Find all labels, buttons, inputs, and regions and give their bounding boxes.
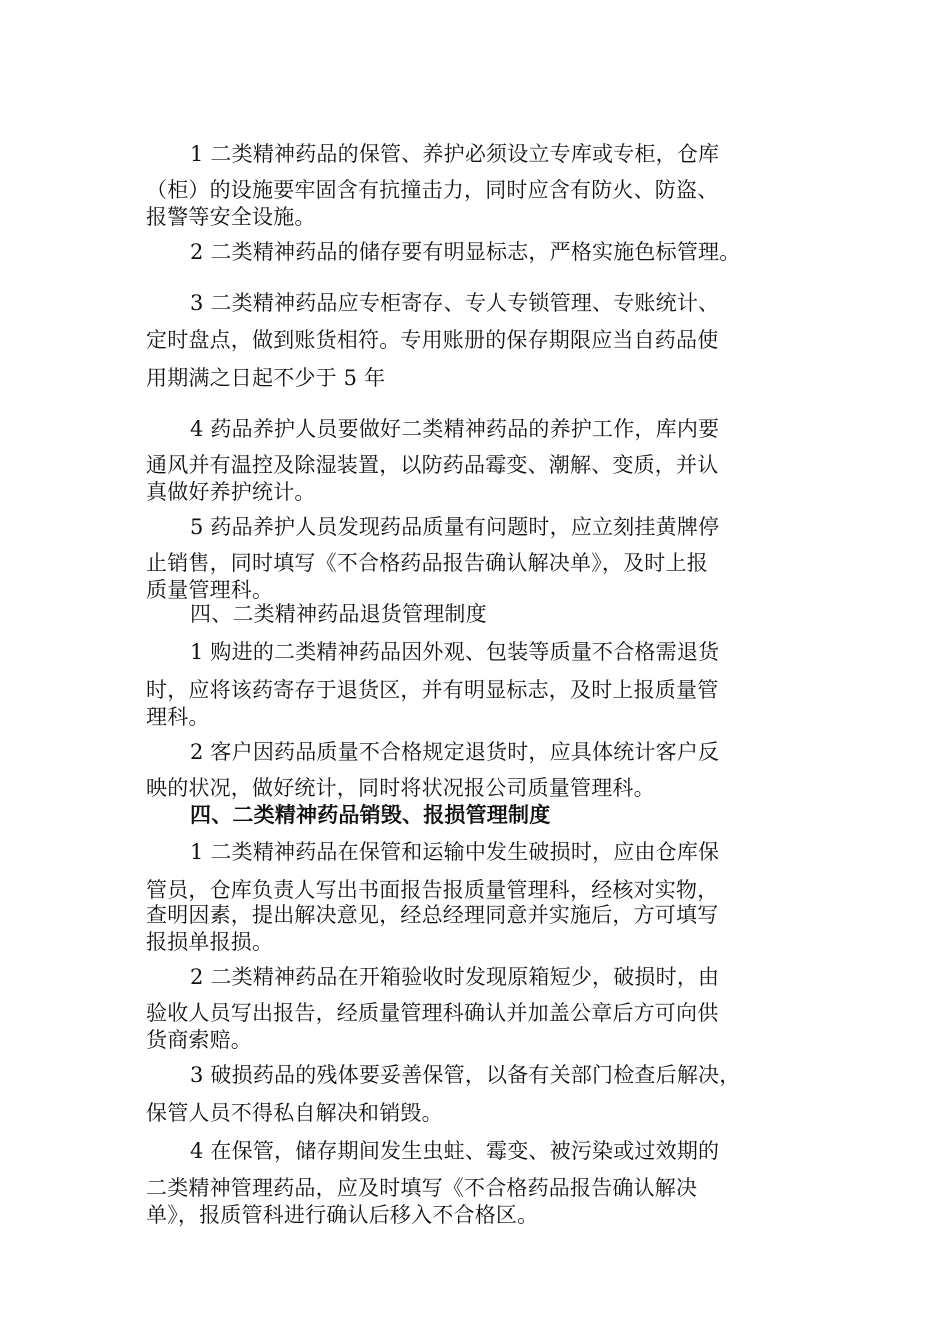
paragraph-line: 质量管理科。 [146,578,274,602]
paragraph-line: 1 二类精神药品在保管和运输中发生破损时，应由仓库保 [190,840,720,864]
paragraph-line: 时，应将该药寄存于退货区，并有明显标志，及时上报质量管 [146,678,719,702]
paragraph-line: 货商索赔。 [146,1028,252,1052]
paragraph-line: 报损单报损。 [146,930,274,954]
paragraph-line: 二类精神管理药品，应及时填写《不合格药品报告确认解决 [146,1176,698,1200]
paragraph-line: 5 药品养护人员发现药品质量有问题时，应立刻挂黄牌停 [190,515,720,539]
paragraph-line: 2 二类精神药品的储存要有明显标志，严格实施色标管理。 [190,240,741,264]
paragraph-line: 验收人员写出报告，经质量管理科确认并加盖公章后方可向供 [146,1001,719,1025]
paragraph-line: 2 客户因药品质量不合格规定退货时，应具体统计客户反 [190,740,720,764]
paragraph-line: 用期满之日起不少于 5 年 [146,366,386,390]
paragraph-line: 映的状况，做好统计，同时将状况报公司质量管理科。 [146,776,655,800]
paragraph-line: 定时盘点，做到账货相符。专用账册的保存期限应当自药品使 [146,328,719,352]
paragraph-line: 4 药品养护人员要做好二类精神药品的养护工作，库内要 [190,417,720,441]
paragraph-line: （柜）的设施要牢固含有抗撞击力，同时应含有防火、防盗、 [146,178,719,202]
paragraph-line: 保管人员不得私自解决和销毁。 [146,1101,443,1125]
paragraph-line: 管员，仓库负责人写出书面报告报质量管理科，经核对实物， [146,878,719,902]
paragraph-line: 通风并有温控及除湿装置，以防药品霉变、潮解、变质，并认 [146,453,719,477]
paragraph-line: 止销售，同时填写《不合格药品报告确认解决单》，及时上报 [146,551,708,575]
section-heading: 四、二类精神药品销毁、报损管理制度 [190,802,551,827]
paragraph-line: 3 二类精神药品应专柜寄存、专人专锁管理、专账统计、 [190,291,720,315]
paragraph-line: 真做好养护统计。 [146,480,316,504]
paragraph-line: 4 在保管，储存期间发生虫蛀、霉变、被污染或过效期的 [190,1139,720,1163]
paragraph-line: 查明因素，提出解决意见，经总经理同意并实施后，方可填写 [146,903,719,927]
paragraph-line: 报警等安全设施。 [146,205,316,229]
paragraph-line: 3 破损药品的残体要妥善保管，以备有关部门检查后解决， [190,1063,741,1087]
paragraph-line: 单》，报质管科进行确认后移入不合格区。 [146,1203,539,1227]
paragraph-line: 1 二类精神药品的保管、养护必须设立专库或专柜，仓库 [190,142,720,166]
paragraph-line: 理科。 [146,705,210,729]
paragraph-line: 2 二类精神药品在开箱验收时发现原箱短少，破损时，由 [190,965,720,989]
paragraph-line: 1 购进的二类精神药品因外观、包装等质量不合格需退货 [190,640,720,664]
section-heading: 四、二类精神药品退货管理制度 [190,602,487,626]
